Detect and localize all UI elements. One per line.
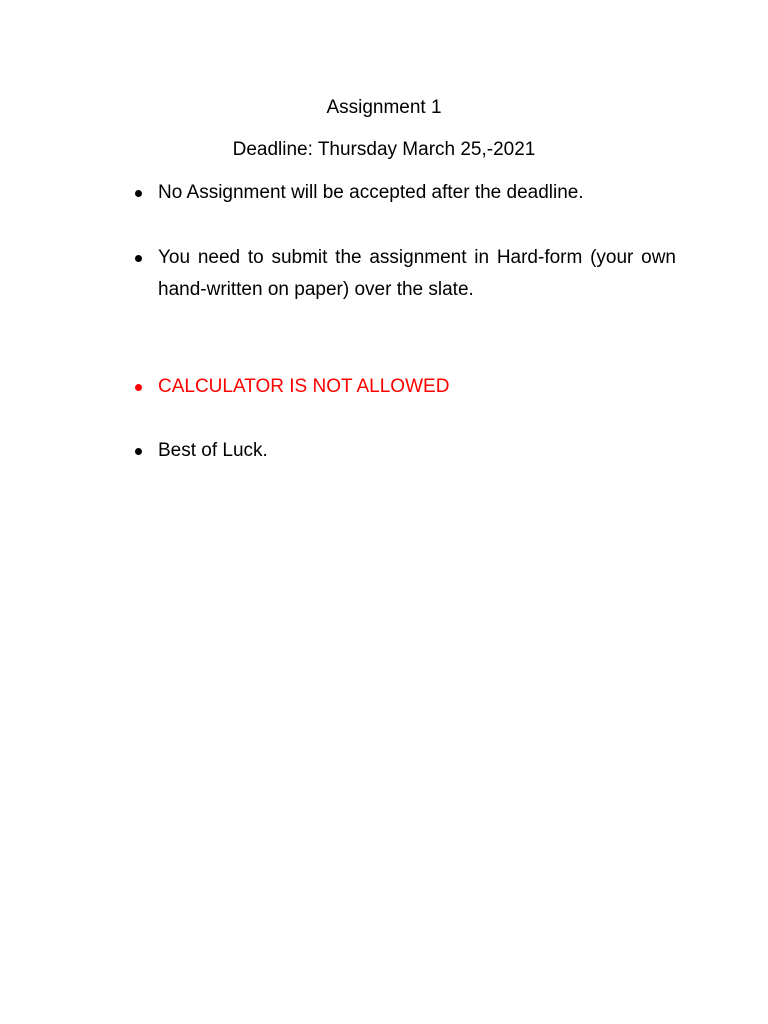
bullet-dot-icon (135, 190, 142, 197)
bullet-dot-icon (135, 384, 142, 391)
deadline-line: Deadline: Thursday March 25,-2021 (232, 139, 536, 160)
bullet-text-hard-form-submission: You need to submit the assignment in Hard-form (your own hand-written on paper) over the slate. (158, 247, 676, 300)
bullet-dot-icon (135, 448, 142, 455)
document-title: Assignment 1 (326, 97, 442, 118)
bullet-text-calculator-warning: CALCULATOR IS NOT ALLOWED (158, 376, 450, 397)
bullet-text-no-late-submission: No Assignment will be accepted after the deadline. (158, 182, 584, 203)
bullet-dot-icon (135, 255, 142, 262)
bullet-text-best-of-luck: Best of Luck. (158, 440, 268, 461)
